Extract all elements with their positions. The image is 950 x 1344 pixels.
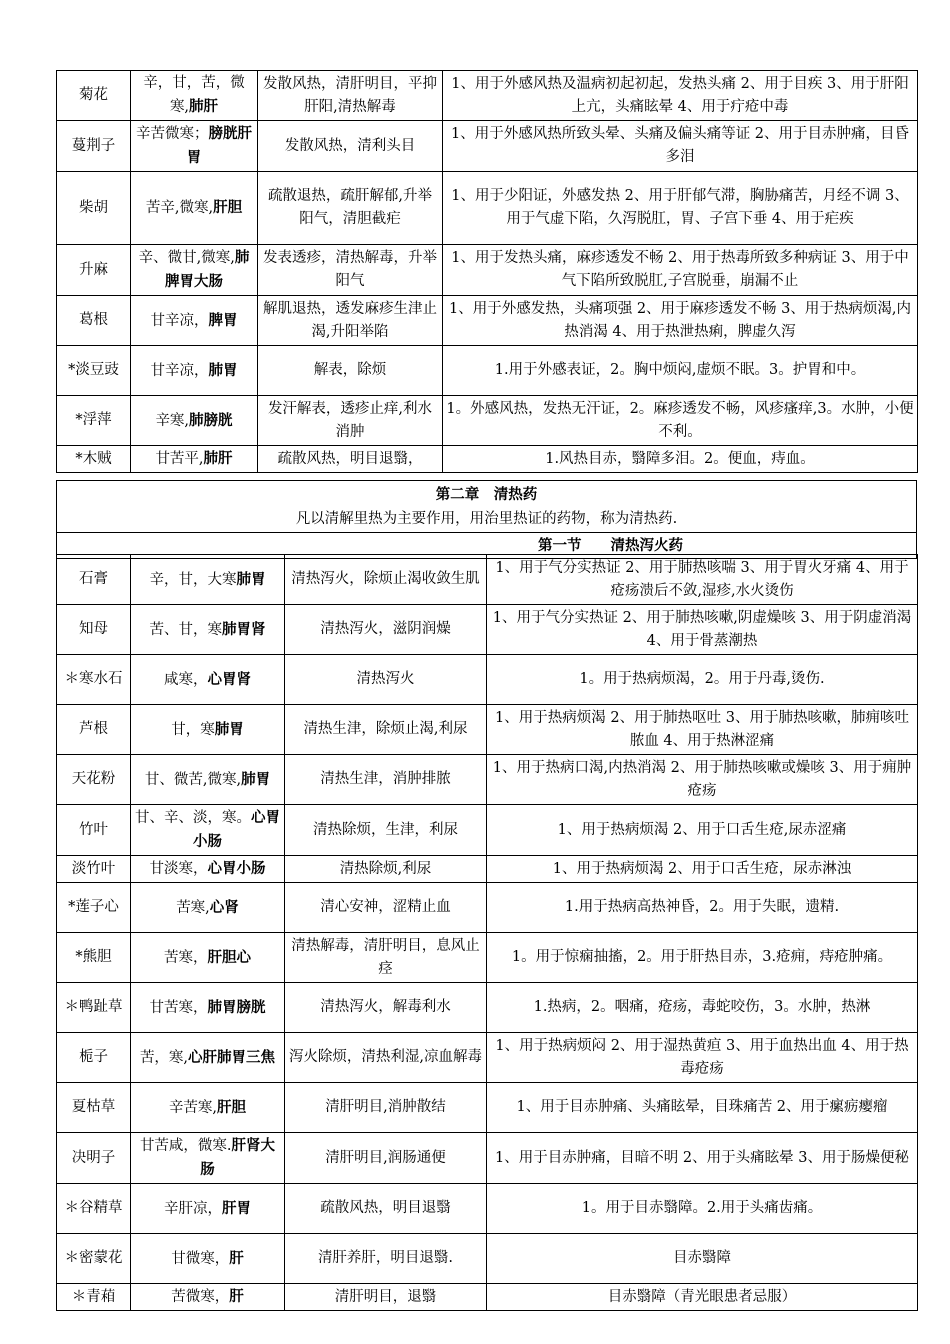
herb-name: *莲子心 xyxy=(57,883,131,933)
herb-name: 夏枯草 xyxy=(57,1083,131,1133)
nature-taste: 甘微寒， xyxy=(171,1250,230,1267)
herb-row xyxy=(57,605,918,655)
herb-row xyxy=(57,245,918,296)
nature-taste: 甘辛凉， xyxy=(150,312,209,329)
herb-effect: 疏散风热，明目退翳， xyxy=(258,446,443,473)
nature-taste: 辛，甘，大寒 xyxy=(149,571,237,588)
herb-usage: 1、用于少阳证，外感发热 2、用于肝郁气滞，胸胁痛苦，月经不调 3、用于气虚下陷，久泻脱肛，胃、子宫下垂 4、用于疟疾 xyxy=(443,172,918,245)
nature-taste: 甘苦咸，微寒. xyxy=(139,1138,232,1154)
nature-meridian: 心肝肺胃三焦 xyxy=(188,1048,276,1066)
herb-name: *木贼 xyxy=(57,446,131,473)
nature-taste: 苦寒， xyxy=(164,949,208,966)
nature-meridian: 肺脾胃大肠 xyxy=(165,249,250,290)
nature-taste: 苦，寒, xyxy=(139,1049,189,1066)
nature-meridian: 膀胱肝胃 xyxy=(186,125,252,166)
herb-nature xyxy=(131,245,258,296)
herb-row xyxy=(57,121,918,172)
herb-usage: 1、用于热病烦闷 2、用于湿热黄疸 3、用于血热出血 4、用于热毒疮疡 xyxy=(487,1033,918,1083)
herb-effect: 发散风热，清利头目 xyxy=(258,121,443,172)
herb-row xyxy=(57,1033,918,1083)
herb-usage: 目赤翳障（青光眼患者忌服） xyxy=(487,1284,918,1311)
chapter-title: 第二章 清热药 xyxy=(57,481,917,508)
nature-taste: 苦、甘，寒 xyxy=(149,621,222,638)
nature-meridian: 心胃小肠 xyxy=(193,809,280,850)
herb-name: 升麻 xyxy=(57,245,131,296)
nature-taste: 辛、微甘,微寒, xyxy=(138,250,235,266)
herb-usage: 1、用于发热头痛，麻疹透发不畅 2、用于热毒所致多种病证 3、用于中气下陷所致脱肛,子宫脱垂，崩漏不止 xyxy=(443,245,918,296)
herb-name: ＊青葙 xyxy=(57,1284,131,1311)
nature-meridian: 心胃小肠 xyxy=(207,860,266,877)
herb-usage: 1、用于外感发热，头痛项强 2、用于麻疹透发不畅 3、用于热病烦渴,内热消渴 4、用于热泄热痢，脾虚久泻 xyxy=(443,296,918,346)
herb-row xyxy=(57,1184,918,1234)
herb-usage: 1、用于气分实热证 2、用于肺热咳嗽,阴虚燥咳 3、用于阴虚消渴 4、用于骨蒸潮热 xyxy=(487,605,918,655)
herb-table-heat-clearing xyxy=(56,554,918,1311)
herb-name: 淡竹叶 xyxy=(57,856,131,883)
herb-effect: 清热生津，消肿排脓 xyxy=(285,755,487,805)
nature-taste: 辛苦微寒； xyxy=(136,126,209,142)
nature-meridian: 肺胃 xyxy=(236,570,266,588)
herb-name: 栀子 xyxy=(57,1033,131,1083)
nature-meridian: 肺胃 xyxy=(214,720,244,738)
herb-effect: 清热除烦,利尿 xyxy=(285,856,487,883)
nature-meridian: 肺肝 xyxy=(203,450,233,467)
nature-taste: 苦微寒， xyxy=(171,1289,230,1305)
herb-effect: 清肝明目,消肿散结 xyxy=(285,1083,487,1133)
herb-usage: 1、用于外感风热及温病初起初起，发热头痛 2、用于目疾 3、用于肝阳上亢，头痛眩晕 4、用于疔疮中毒 xyxy=(443,71,918,121)
herb-name: 葛根 xyxy=(57,296,131,346)
herb-name: ＊密蒙花 xyxy=(57,1234,131,1284)
herb-row xyxy=(57,1234,918,1284)
nature-meridian: 肝胆 xyxy=(217,1098,247,1116)
herb-usage: 目赤翳障 xyxy=(487,1234,918,1284)
herb-usage: 1.风热目赤，翳障多泪。2。便血，痔血。 xyxy=(443,446,918,473)
herb-row xyxy=(57,396,918,446)
nature-taste: 咸寒， xyxy=(164,671,208,688)
nature-meridian: 肺胃 xyxy=(208,361,238,379)
nature-taste: 甘、辛、淡，寒。 xyxy=(135,810,251,826)
nature-meridian: 肝 xyxy=(229,1249,244,1267)
herb-nature xyxy=(131,805,285,856)
herb-usage: 1.热病，2。咽痛，疮疡，毒蛇咬伤，3。水肿，热淋 xyxy=(487,983,918,1033)
herb-nature xyxy=(131,446,258,473)
herb-row xyxy=(57,1133,918,1184)
herb-nature xyxy=(131,1184,285,1234)
herb-row xyxy=(57,71,918,121)
herb-usage: 1.用于热病高热神昏，2。用于失眠，遗精. xyxy=(487,883,918,933)
herb-row xyxy=(57,933,918,983)
herb-row xyxy=(57,296,918,346)
herb-row xyxy=(57,346,918,396)
herb-name: 菊花 xyxy=(57,71,131,121)
herb-effect: 发表透疹，清热解毒，升举阳气 xyxy=(258,245,443,296)
herb-effect: 清热解毒，清肝明目，息风止痉 xyxy=(285,933,487,983)
herb-name: *熊胆 xyxy=(57,933,131,983)
herb-effect: 清肝明目，退翳 xyxy=(285,1284,487,1311)
herb-name: *浮萍 xyxy=(57,396,131,446)
herb-usage: 1、用于气分实热证 2、用于肺热咳喘 3、用于胃火牙痛 4、用于疮疡溃后不敛,湿疹,水火烫伤 xyxy=(487,555,918,605)
herb-nature xyxy=(131,1234,285,1284)
nature-meridian: 心肾 xyxy=(209,898,239,916)
herb-row xyxy=(57,555,918,605)
herb-usage: 1。外感风热，发热无汗证，2。麻疹透发不畅，风疹瘙痒,3。水肿，小便不利。 xyxy=(443,396,918,446)
herb-name: ＊鸭趾草 xyxy=(57,983,131,1033)
herb-name: ＊寒水石 xyxy=(57,655,131,705)
herb-nature xyxy=(131,856,285,883)
nature-taste: 甘苦寒， xyxy=(149,999,208,1016)
herb-effect: 清肝养肝，明目退翳. xyxy=(285,1234,487,1284)
herb-effect: 清热生津，除烦止渴,利尿 xyxy=(285,705,487,755)
nature-meridian: 肺胃肾 xyxy=(222,620,266,638)
herb-nature xyxy=(131,755,285,805)
herb-name: 竹叶 xyxy=(57,805,131,856)
nature-taste: 辛苦寒, xyxy=(168,1099,218,1116)
herb-row xyxy=(57,1083,918,1133)
nature-taste: 辛肝凉， xyxy=(164,1200,222,1217)
section-title: 第一节 清热泻火药 xyxy=(57,533,917,559)
herb-usage: 1、用于热病烦渴 2、用于口舌生疮,尿赤涩痛 xyxy=(487,805,918,856)
herb-name: 决明子 xyxy=(57,1133,131,1184)
nature-meridian: 肺肝 xyxy=(189,98,219,115)
herb-name: ＊谷精草 xyxy=(57,1184,131,1234)
nature-taste: 苦辛,微寒, xyxy=(145,200,214,216)
nature-taste: 甘淡寒， xyxy=(149,861,208,877)
herb-nature xyxy=(131,705,285,755)
nature-taste: 辛寒, xyxy=(155,412,190,429)
nature-meridian: 肺膀胱 xyxy=(189,411,233,429)
nature-taste: 苦寒, xyxy=(176,899,210,916)
herb-effect: 解表，除烦 xyxy=(258,346,443,396)
herb-nature xyxy=(131,346,258,396)
nature-meridian: 肝胆 xyxy=(213,199,243,216)
herb-row xyxy=(57,755,918,805)
herb-effect: 清热除烦，生津，利尿 xyxy=(285,805,487,856)
herb-row xyxy=(57,1284,918,1311)
nature-meridian: 肝胆心 xyxy=(207,948,251,966)
herb-usage: 1。用于惊痫抽搐，2。用于肝热目赤，3.疮痈，痔疮肿痛。 xyxy=(487,933,918,983)
herb-usage: 1、用于外感风热所致头晕、头痛及偏头痛等证 2、用于目赤肿痛，目昏多泪 xyxy=(443,121,918,172)
herb-usage: 1、用于目赤肿痛、头痛眩晕，目珠痛苦 2、用于瘰疬瘿瘤 xyxy=(487,1083,918,1133)
herb-usage: 1。用于目赤翳障。2.用于头痛齿痛。 xyxy=(487,1184,918,1234)
herb-usage: 1、用于目赤肿痛，目暗不明 2、用于头痛眩晕 3、用于肠燥便秘 xyxy=(487,1133,918,1184)
nature-meridian: 肝 xyxy=(229,1288,244,1305)
chapter-header xyxy=(56,480,917,559)
herb-nature xyxy=(131,883,285,933)
herb-name: *淡豆豉 xyxy=(57,346,131,396)
herb-nature xyxy=(131,172,258,245)
herb-nature xyxy=(131,121,258,172)
herb-effect: 清心安神，涩精止血 xyxy=(285,883,487,933)
nature-taste: 甘苦平, xyxy=(155,451,204,467)
herb-effect: 清肝明目,润肠通便 xyxy=(285,1133,487,1184)
herb-effect: 清热泻火，解毒利水 xyxy=(285,983,487,1033)
herb-effect: 清热泻火 xyxy=(285,655,487,705)
herb-name: 知母 xyxy=(57,605,131,655)
herb-nature xyxy=(131,555,285,605)
herb-effect: 解肌退热，透发麻疹生津止渴,升阳举陷 xyxy=(258,296,443,346)
nature-taste: 辛，甘，苦，微寒, xyxy=(143,75,245,115)
herb-table-exterior-releasing xyxy=(56,70,918,473)
herb-row xyxy=(57,446,918,473)
herb-name: 蔓荆子 xyxy=(57,121,131,172)
herb-row xyxy=(57,655,918,705)
herb-row xyxy=(57,705,918,755)
herb-nature xyxy=(131,296,258,346)
herb-effect: 清热泻火，滋阴润燥 xyxy=(285,605,487,655)
nature-meridian: 肺胃膀胱 xyxy=(207,998,266,1016)
herb-effect: 泻火除烦，清热利湿,凉血解毒 xyxy=(285,1033,487,1083)
herb-usage: 1、用于热病烦渴 2、用于肺热呕吐 3、用于肺热咳嗽，肺痈咳吐脓血 4、用于热淋涩痛 xyxy=(487,705,918,755)
herb-nature xyxy=(131,605,285,655)
herb-row xyxy=(57,172,918,245)
herb-effect: 发汗解表，透疹止痒,利水消肿 xyxy=(258,396,443,446)
herb-nature xyxy=(131,71,258,121)
herb-row xyxy=(57,983,918,1033)
herb-nature xyxy=(131,655,285,705)
nature-meridian: 肝肾大肠 xyxy=(200,1137,276,1178)
herb-usage: 1、用于热病口渴,内热消渴 2、用于肺热咳嗽或燥咳 3、用于痈肿疮疡 xyxy=(487,755,918,805)
herb-usage: 1、用于热病烦渴 2、用于口舌生疮，尿赤淋浊 xyxy=(487,856,918,883)
herb-effect: 发散风热，清肝明目，平抑肝阳,清热解毒 xyxy=(258,71,443,121)
herb-name: 芦根 xyxy=(57,705,131,755)
herb-usage: 1.用于外感表证，2。胸中烦闷,虚烦不眠。3。护胃和中。 xyxy=(443,346,918,396)
herb-nature xyxy=(131,1083,285,1133)
nature-taste: 甘、微苦,微寒, xyxy=(144,771,242,788)
herb-nature xyxy=(131,933,285,983)
nature-meridian: 肝胃 xyxy=(222,1199,251,1217)
herb-effect: 疏散风热，明目退翳 xyxy=(285,1184,487,1234)
herb-row xyxy=(57,805,918,856)
nature-meridian: 脾胃 xyxy=(208,311,238,329)
herb-name: 天花粉 xyxy=(57,755,131,805)
herb-nature xyxy=(131,1133,285,1184)
nature-meridian: 肺胃 xyxy=(241,770,271,788)
herb-effect: 疏散退热，疏肝解郁,升举阳气，清胆截疟 xyxy=(258,172,443,245)
herb-nature xyxy=(131,396,258,446)
nature-taste: 甘，寒 xyxy=(171,721,215,738)
herb-name: 石膏 xyxy=(57,555,131,605)
herb-usage: 1。用于热病烦渴，2。用于丹毒,烫伤. xyxy=(487,655,918,705)
herb-name: 柴胡 xyxy=(57,172,131,245)
nature-taste: 甘辛凉， xyxy=(150,362,209,379)
herb-nature xyxy=(131,1284,285,1311)
herb-row xyxy=(57,883,918,933)
nature-meridian: 心胃肾 xyxy=(207,670,251,688)
chapter-description: 凡以清解里热为主要作用，用治里热证的药物，称为清热药. xyxy=(57,507,917,533)
herb-effect: 清热泻火，除烦止渴收敛生肌 xyxy=(285,555,487,605)
herb-nature xyxy=(131,1033,285,1083)
herb-row xyxy=(57,856,918,883)
herb-nature xyxy=(131,983,285,1033)
